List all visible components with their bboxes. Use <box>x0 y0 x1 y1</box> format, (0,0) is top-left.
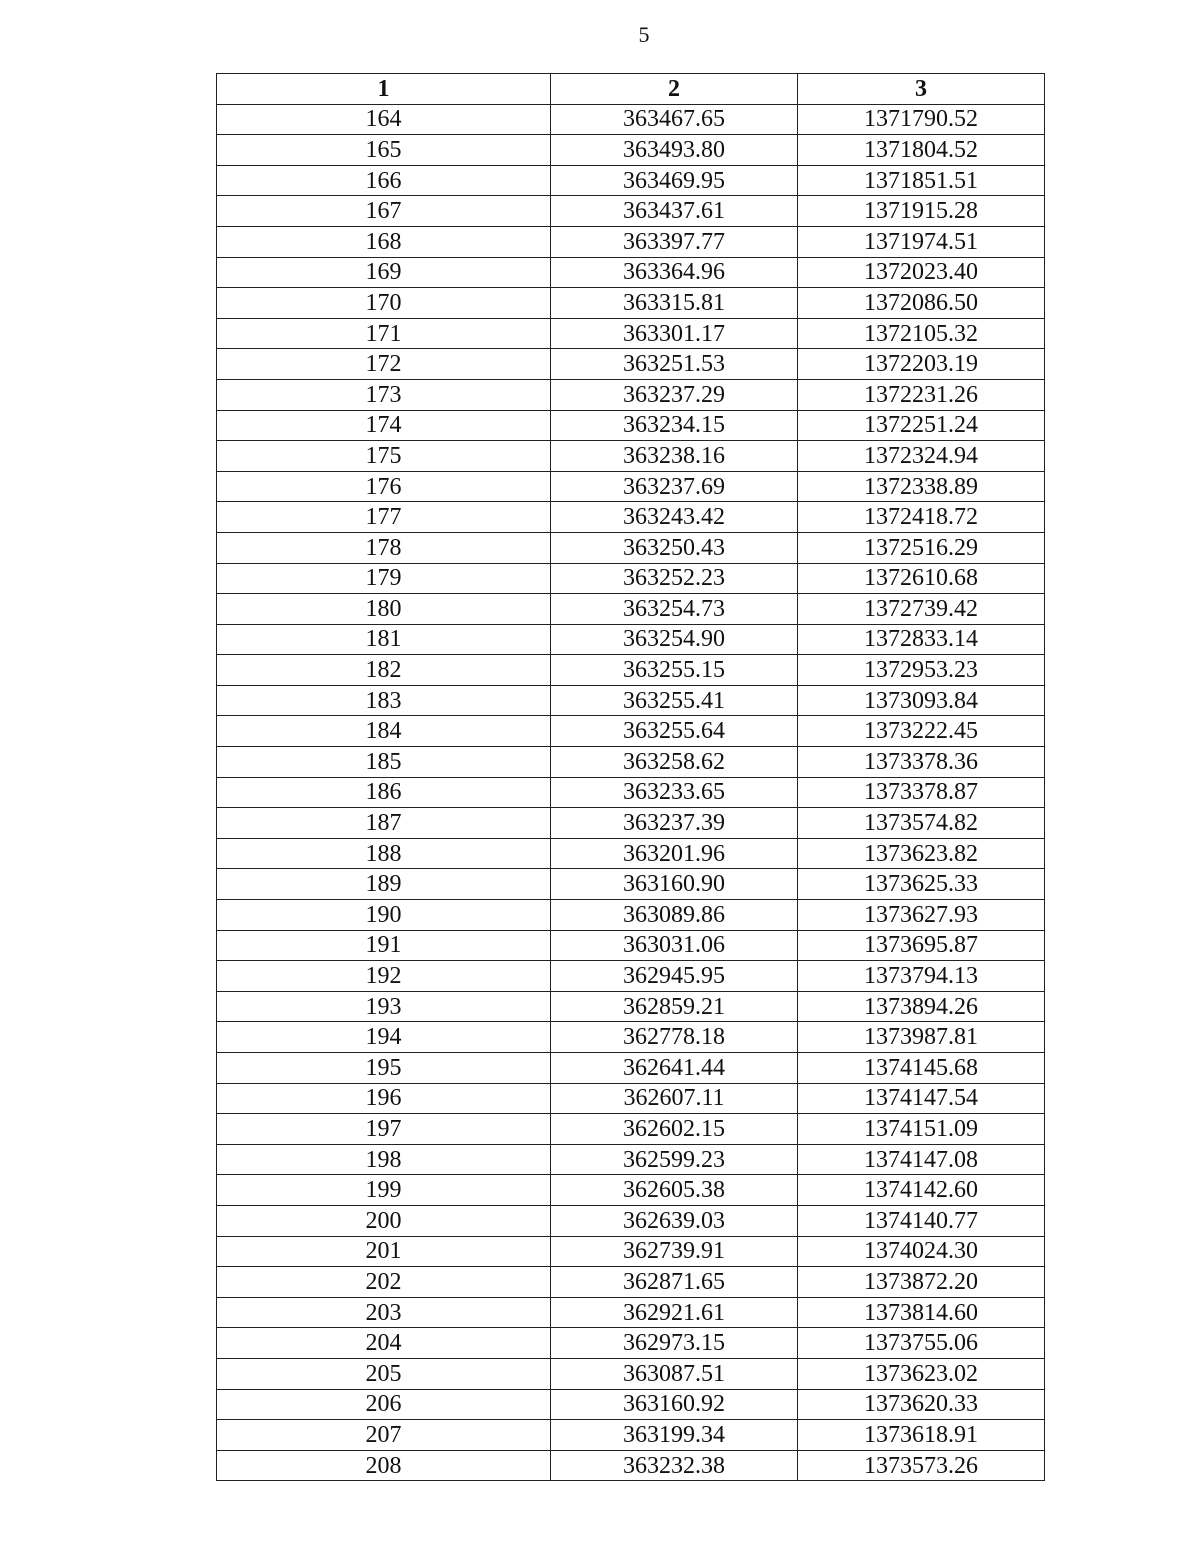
table-row <box>217 808 1045 839</box>
x-coordinate-cell: 363238.16 <box>551 441 798 472</box>
y-coordinate-cell: 1373894.26 <box>798 991 1045 1022</box>
point-number-cell: 178 <box>217 532 551 563</box>
x-coordinate-cell: 362871.65 <box>551 1267 798 1298</box>
point-number-cell: 199 <box>217 1175 551 1206</box>
y-coordinate-cell: 1372105.32 <box>798 318 1045 349</box>
point-number-cell: 185 <box>217 747 551 778</box>
table-header <box>217 74 1045 105</box>
x-coordinate-cell: 363255.64 <box>551 716 798 747</box>
y-coordinate-cell: 1373695.87 <box>798 930 1045 961</box>
table-row <box>217 135 1045 166</box>
table-row <box>217 869 1045 900</box>
table-row <box>217 624 1045 655</box>
point-number-cell: 177 <box>217 502 551 533</box>
table-row <box>217 502 1045 533</box>
x-coordinate-cell: 362599.23 <box>551 1144 798 1175</box>
point-number-cell: 187 <box>217 808 551 839</box>
y-coordinate-cell: 1373987.81 <box>798 1022 1045 1053</box>
point-number-cell: 201 <box>217 1236 551 1267</box>
x-coordinate-cell: 362778.18 <box>551 1022 798 1053</box>
y-coordinate-cell: 1374147.54 <box>798 1083 1045 1114</box>
x-coordinate-cell: 363251.53 <box>551 349 798 380</box>
point-number-cell: 202 <box>217 1267 551 1298</box>
coordinates-table <box>216 73 1045 1481</box>
y-coordinate-cell: 1371915.28 <box>798 196 1045 227</box>
y-coordinate-cell: 1373093.84 <box>798 685 1045 716</box>
column-header-1: 1 <box>217 74 551 105</box>
y-coordinate-cell: 1373755.06 <box>798 1328 1045 1359</box>
point-number-cell: 168 <box>217 226 551 257</box>
y-coordinate-cell: 1371790.52 <box>798 104 1045 135</box>
point-number-cell: 194 <box>217 1022 551 1053</box>
y-coordinate-cell: 1372203.19 <box>798 349 1045 380</box>
table-row <box>217 318 1045 349</box>
point-number-cell: 169 <box>217 257 551 288</box>
point-number-cell: 207 <box>217 1420 551 1451</box>
table-body <box>217 104 1045 1481</box>
y-coordinate-cell: 1372086.50 <box>798 288 1045 319</box>
point-number-cell: 208 <box>217 1450 551 1481</box>
point-number-cell: 192 <box>217 961 551 992</box>
x-coordinate-cell: 362639.03 <box>551 1205 798 1236</box>
table-row <box>217 838 1045 869</box>
table-row <box>217 257 1045 288</box>
table-row <box>217 685 1045 716</box>
table-row <box>217 1175 1045 1206</box>
y-coordinate-cell: 1373620.33 <box>798 1389 1045 1420</box>
table-row <box>217 930 1045 961</box>
y-coordinate-cell: 1371804.52 <box>798 135 1045 166</box>
table-row <box>217 471 1045 502</box>
point-number-cell: 184 <box>217 716 551 747</box>
table-row <box>217 1328 1045 1359</box>
x-coordinate-cell: 363201.96 <box>551 838 798 869</box>
y-coordinate-cell: 1373378.87 <box>798 777 1045 808</box>
table-row <box>217 991 1045 1022</box>
table-row <box>217 1420 1045 1451</box>
point-number-cell: 206 <box>217 1389 551 1420</box>
point-number-cell: 181 <box>217 624 551 655</box>
y-coordinate-cell: 1374140.77 <box>798 1205 1045 1236</box>
x-coordinate-cell: 362859.21 <box>551 991 798 1022</box>
y-coordinate-cell: 1373814.60 <box>798 1297 1045 1328</box>
y-coordinate-cell: 1372516.29 <box>798 532 1045 563</box>
y-coordinate-cell: 1372833.14 <box>798 624 1045 655</box>
table-row <box>217 961 1045 992</box>
column-header-3: 3 <box>798 74 1045 105</box>
x-coordinate-cell: 363243.42 <box>551 502 798 533</box>
x-coordinate-cell: 363467.65 <box>551 104 798 135</box>
table-row <box>217 196 1045 227</box>
x-coordinate-cell: 362641.44 <box>551 1053 798 1084</box>
table-row <box>217 563 1045 594</box>
table-row <box>217 410 1045 441</box>
x-coordinate-cell: 363437.61 <box>551 196 798 227</box>
y-coordinate-cell: 1373378.36 <box>798 747 1045 778</box>
point-number-cell: 164 <box>217 104 551 135</box>
point-number-cell: 186 <box>217 777 551 808</box>
point-number-cell: 204 <box>217 1328 551 1359</box>
table-row <box>217 655 1045 686</box>
table-row <box>217 1267 1045 1298</box>
y-coordinate-cell: 1373574.82 <box>798 808 1045 839</box>
x-coordinate-cell: 363237.69 <box>551 471 798 502</box>
y-coordinate-cell: 1372953.23 <box>798 655 1045 686</box>
table-row <box>217 104 1045 135</box>
x-coordinate-cell: 362945.95 <box>551 961 798 992</box>
table-row <box>217 1297 1045 1328</box>
x-coordinate-cell: 363237.29 <box>551 379 798 410</box>
point-number-cell: 196 <box>217 1083 551 1114</box>
table-row <box>217 1022 1045 1053</box>
point-number-cell: 180 <box>217 594 551 625</box>
x-coordinate-cell: 363087.51 <box>551 1358 798 1389</box>
y-coordinate-cell: 1374147.08 <box>798 1144 1045 1175</box>
point-number-cell: 188 <box>217 838 551 869</box>
table-row <box>217 165 1045 196</box>
point-number-cell: 174 <box>217 410 551 441</box>
x-coordinate-cell: 363199.34 <box>551 1420 798 1451</box>
point-number-cell: 179 <box>217 563 551 594</box>
table-row <box>217 1083 1045 1114</box>
table-row <box>217 1053 1045 1084</box>
x-coordinate-cell: 363258.62 <box>551 747 798 778</box>
y-coordinate-cell: 1372251.24 <box>798 410 1045 441</box>
point-number-cell: 195 <box>217 1053 551 1084</box>
y-coordinate-cell: 1373872.20 <box>798 1267 1045 1298</box>
y-coordinate-cell: 1374024.30 <box>798 1236 1045 1267</box>
x-coordinate-cell: 363160.92 <box>551 1389 798 1420</box>
point-number-cell: 182 <box>217 655 551 686</box>
y-coordinate-cell: 1372231.26 <box>798 379 1045 410</box>
x-coordinate-cell: 363255.41 <box>551 685 798 716</box>
table-row <box>217 716 1045 747</box>
point-number-cell: 203 <box>217 1297 551 1328</box>
x-coordinate-cell: 363250.43 <box>551 532 798 563</box>
page-number: 5 <box>638 22 650 47</box>
point-number-cell: 197 <box>217 1114 551 1145</box>
point-number-cell: 193 <box>217 991 551 1022</box>
point-number-cell: 167 <box>217 196 551 227</box>
y-coordinate-cell: 1374145.68 <box>798 1053 1045 1084</box>
x-coordinate-cell: 362602.15 <box>551 1114 798 1145</box>
y-coordinate-cell: 1373573.26 <box>798 1450 1045 1481</box>
y-coordinate-cell: 1373794.13 <box>798 961 1045 992</box>
point-number-cell: 198 <box>217 1144 551 1175</box>
point-number-cell: 200 <box>217 1205 551 1236</box>
point-number-cell: 173 <box>217 379 551 410</box>
point-number-cell: 165 <box>217 135 551 166</box>
table-row <box>217 226 1045 257</box>
x-coordinate-cell: 363089.86 <box>551 900 798 931</box>
x-coordinate-cell: 362607.11 <box>551 1083 798 1114</box>
x-coordinate-cell: 363493.80 <box>551 135 798 166</box>
x-coordinate-cell: 363237.39 <box>551 808 798 839</box>
x-coordinate-cell: 362739.91 <box>551 1236 798 1267</box>
x-coordinate-cell: 363364.96 <box>551 257 798 288</box>
x-coordinate-cell: 362921.61 <box>551 1297 798 1328</box>
table-row <box>217 594 1045 625</box>
point-number-cell: 171 <box>217 318 551 349</box>
table-row <box>217 1205 1045 1236</box>
table-row <box>217 1144 1045 1175</box>
y-coordinate-cell: 1372324.94 <box>798 441 1045 472</box>
table-row <box>217 1450 1045 1481</box>
x-coordinate-cell: 363315.81 <box>551 288 798 319</box>
y-coordinate-cell: 1372023.40 <box>798 257 1045 288</box>
x-coordinate-cell: 363397.77 <box>551 226 798 257</box>
y-coordinate-cell: 1373623.02 <box>798 1358 1045 1389</box>
table-row <box>217 777 1045 808</box>
point-number-cell: 176 <box>217 471 551 502</box>
y-coordinate-cell: 1374151.09 <box>798 1114 1045 1145</box>
point-number-cell: 170 <box>217 288 551 319</box>
y-coordinate-cell: 1373222.45 <box>798 716 1045 747</box>
y-coordinate-cell: 1372610.68 <box>798 563 1045 594</box>
table-row <box>217 349 1045 380</box>
point-number-cell: 166 <box>217 165 551 196</box>
y-coordinate-cell: 1373627.93 <box>798 900 1045 931</box>
x-coordinate-cell: 363160.90 <box>551 869 798 900</box>
x-coordinate-cell: 362973.15 <box>551 1328 798 1359</box>
y-coordinate-cell: 1373623.82 <box>798 838 1045 869</box>
point-number-cell: 183 <box>217 685 551 716</box>
y-coordinate-cell: 1374142.60 <box>798 1175 1045 1206</box>
table-row <box>217 1389 1045 1420</box>
table-row <box>217 1114 1045 1145</box>
x-coordinate-cell: 363254.90 <box>551 624 798 655</box>
y-coordinate-cell: 1372338.89 <box>798 471 1045 502</box>
x-coordinate-cell: 363254.73 <box>551 594 798 625</box>
y-coordinate-cell: 1371974.51 <box>798 226 1045 257</box>
column-header-2: 2 <box>551 74 798 105</box>
header-row <box>217 74 1045 105</box>
x-coordinate-cell: 363252.23 <box>551 563 798 594</box>
table-row <box>217 379 1045 410</box>
y-coordinate-cell: 1371851.51 <box>798 165 1045 196</box>
x-coordinate-cell: 363234.15 <box>551 410 798 441</box>
y-coordinate-cell: 1372739.42 <box>798 594 1045 625</box>
x-coordinate-cell: 363233.65 <box>551 777 798 808</box>
point-number-cell: 205 <box>217 1358 551 1389</box>
x-coordinate-cell: 363255.15 <box>551 655 798 686</box>
x-coordinate-cell: 363301.17 <box>551 318 798 349</box>
x-coordinate-cell: 363031.06 <box>551 930 798 961</box>
x-coordinate-cell: 363469.95 <box>551 165 798 196</box>
y-coordinate-cell: 1373618.91 <box>798 1420 1045 1451</box>
table-row <box>217 288 1045 319</box>
table-row <box>217 1358 1045 1389</box>
x-coordinate-cell: 363232.38 <box>551 1450 798 1481</box>
x-coordinate-cell: 362605.38 <box>551 1175 798 1206</box>
point-number-cell: 189 <box>217 869 551 900</box>
table-row <box>217 900 1045 931</box>
table-row <box>217 747 1045 778</box>
y-coordinate-cell: 1373625.33 <box>798 869 1045 900</box>
table-row <box>217 1236 1045 1267</box>
point-number-cell: 191 <box>217 930 551 961</box>
point-number-cell: 175 <box>217 441 551 472</box>
table-row <box>217 532 1045 563</box>
table-row <box>217 441 1045 472</box>
point-number-cell: 172 <box>217 349 551 380</box>
y-coordinate-cell: 1372418.72 <box>798 502 1045 533</box>
point-number-cell: 190 <box>217 900 551 931</box>
